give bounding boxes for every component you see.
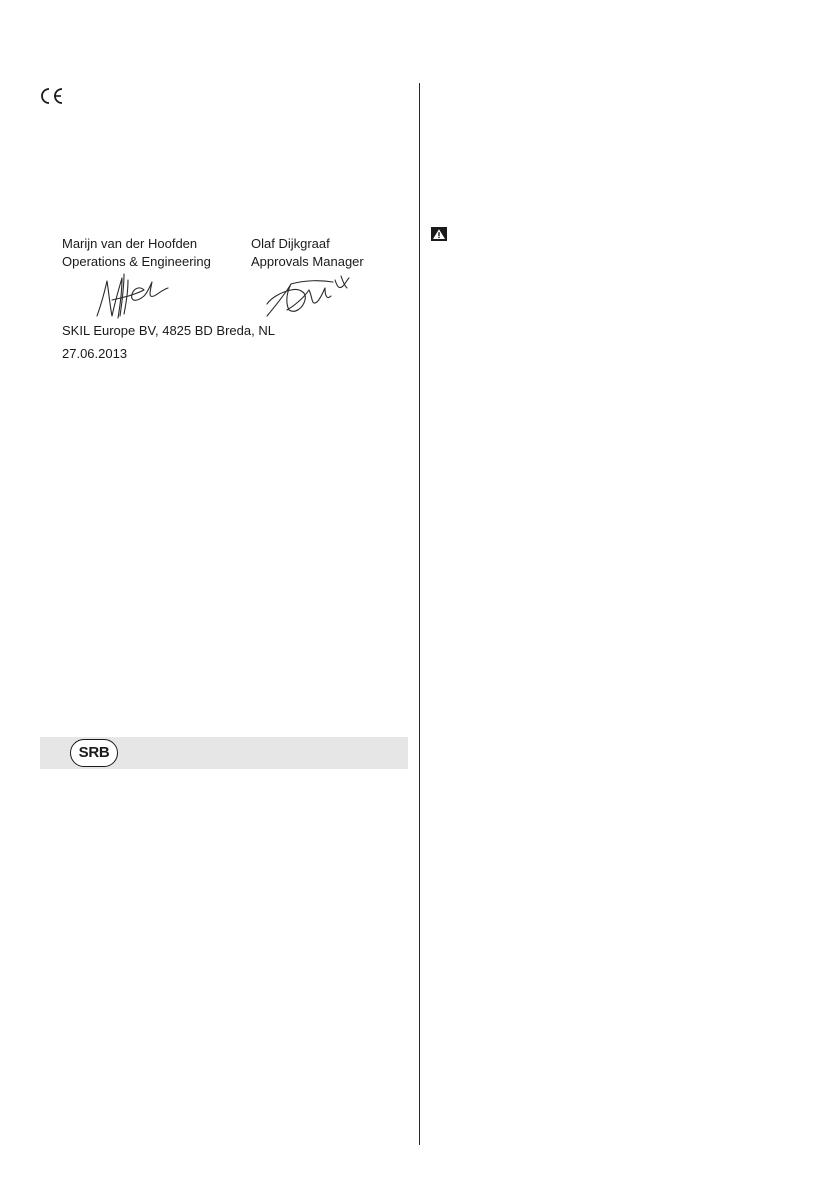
signatory-operations [62,235,211,271]
declaration-date: 27.06.2013 [62,346,128,361]
column-divider [419,83,420,1145]
signatory-approvals [251,235,364,271]
signatory-name: Olaf Dijkgraaf [251,236,330,251]
language-section-bar [40,737,408,769]
signature-image [92,272,174,322]
language-badge: SRB [70,739,118,767]
signature-image [261,274,353,320]
warning-triangle-icon [431,227,447,241]
ce-mark-icon [38,86,64,106]
signatory-title: Operations & Engineering [62,254,211,269]
signatory-name: Marijn van der Hoofden [62,236,198,251]
signatory-title: Approvals Manager [251,254,364,269]
company-address: SKIL Europe BV, 4825 BD Breda, NL [62,323,275,338]
